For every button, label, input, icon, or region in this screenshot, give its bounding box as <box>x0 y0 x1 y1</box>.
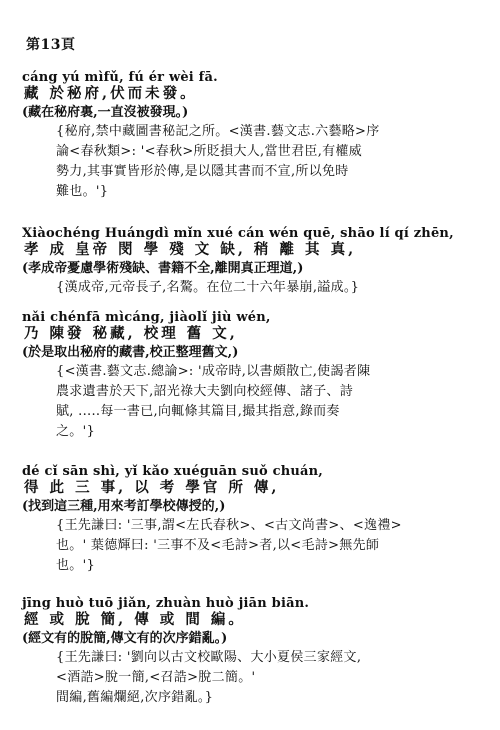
passage-entry-2 <box>22 226 488 298</box>
pinyin-line: nǎi chénfā mìcáng, jiàolǐ jiù wén, <box>22 310 271 325</box>
annotation-line: 賦, .....每一書已,向輒條其篇目,撮其指意,錄而奏 <box>56 404 340 419</box>
annotation-line: {王先謙曰: '三事,謂<左氏春秋>、<古文尚書>、<逸禮> <box>56 518 402 533</box>
pinyin-line: dé cǐ sān shì, yǐ kǎo xuéguān suǒ chuán, <box>22 464 323 479</box>
chinese-text-line: 經 或 脫 簡, 傳 或 間 編。 <box>24 611 246 628</box>
page-number: 第13頁 <box>26 37 76 53</box>
translation-line: (於是取出秘府的藏書,校正整理舊文,) <box>22 345 239 360</box>
annotation-line: 之。'} <box>56 424 96 439</box>
annotation-block <box>56 362 488 442</box>
translation-line: (找到這三種,用來考訂學校傳授的,) <box>22 499 226 514</box>
chinese-text-line: 乃 陳發 秘藏, 校理 舊 文, <box>24 325 238 342</box>
annotation-line: {秘府,禁中藏圖書秘記之所。<漢書.藝文志.六藝略>序 <box>56 124 380 139</box>
annotation-line: 農求遺書於天下,詔光祿大夫劉向校經傳、諸子、詩 <box>56 384 354 399</box>
annotation-line: <酒誥>脫一簡,<召誥>脫二簡。' <box>56 670 256 685</box>
annotation-line: 也。' 葉德輝曰: '三事不及<毛詩>者,以<毛詩>無先師 <box>56 538 380 553</box>
passage-entry-5 <box>22 596 488 708</box>
annotation-block <box>56 516 488 576</box>
pinyin-line: Xiàochéng Huángdì mǐn xué cán wén quē, shāo lí qí zhēn, <box>22 226 454 241</box>
translation-line: (孝成帝憂慮學術殘缺、書籍不全,離開真正理道,) <box>22 261 304 276</box>
annotation-line: 論<春秋類>: '<春秋>所貶損大人,當世君臣,有權威 <box>56 144 363 159</box>
translation-line: (經文有的脫簡,傳文有的次序錯亂。) <box>22 631 228 646</box>
pinyin-line: jīng huò tuō jiǎn, zhuàn huò jiān biān. <box>22 596 310 611</box>
chinese-text-line: 得 此 三 事, 以 考 學官 所 傳, <box>24 479 280 496</box>
annotation-line: {王先謙曰: '劉向以古文校歐陽、大小夏侯三家經文, <box>56 650 362 665</box>
translation-line: (藏在秘府裏,一直沒被發現。) <box>22 105 189 120</box>
annotation-line: 勢力,其事實皆形於傳,是以隱其書而不宣,所以免時 <box>56 164 349 179</box>
annotation-block <box>56 278 488 298</box>
annotation-line: 難也。'} <box>56 184 109 199</box>
chinese-text-line: 藏 於秘府,伏而未發。 <box>24 85 198 102</box>
annotation-block <box>56 648 488 708</box>
passage-entry-4 <box>22 464 488 576</box>
annotation-line: 也。'} <box>56 558 96 573</box>
pinyin-line: cáng yú mìfǔ, fú ér wèi fā. <box>22 70 218 85</box>
annotation-block <box>56 122 488 202</box>
annotation-line: {漢成帝,元帝長子,名驁。在位二十六年暴崩,謚成。} <box>56 280 360 295</box>
passage-entry-3 <box>22 310 488 442</box>
passage-entry-1 <box>22 70 488 202</box>
annotation-line: 間編,舊編爛絕,次序錯亂。} <box>56 690 214 705</box>
chinese-text-line: 孝 成 皇帝 閔 學 殘 文 缺, 稍 離 其 真, <box>24 241 357 258</box>
annotation-line: {<漢書.藝文志.總論>: '成帝時,以書頗散亡,使謁者陳 <box>56 364 371 379</box>
